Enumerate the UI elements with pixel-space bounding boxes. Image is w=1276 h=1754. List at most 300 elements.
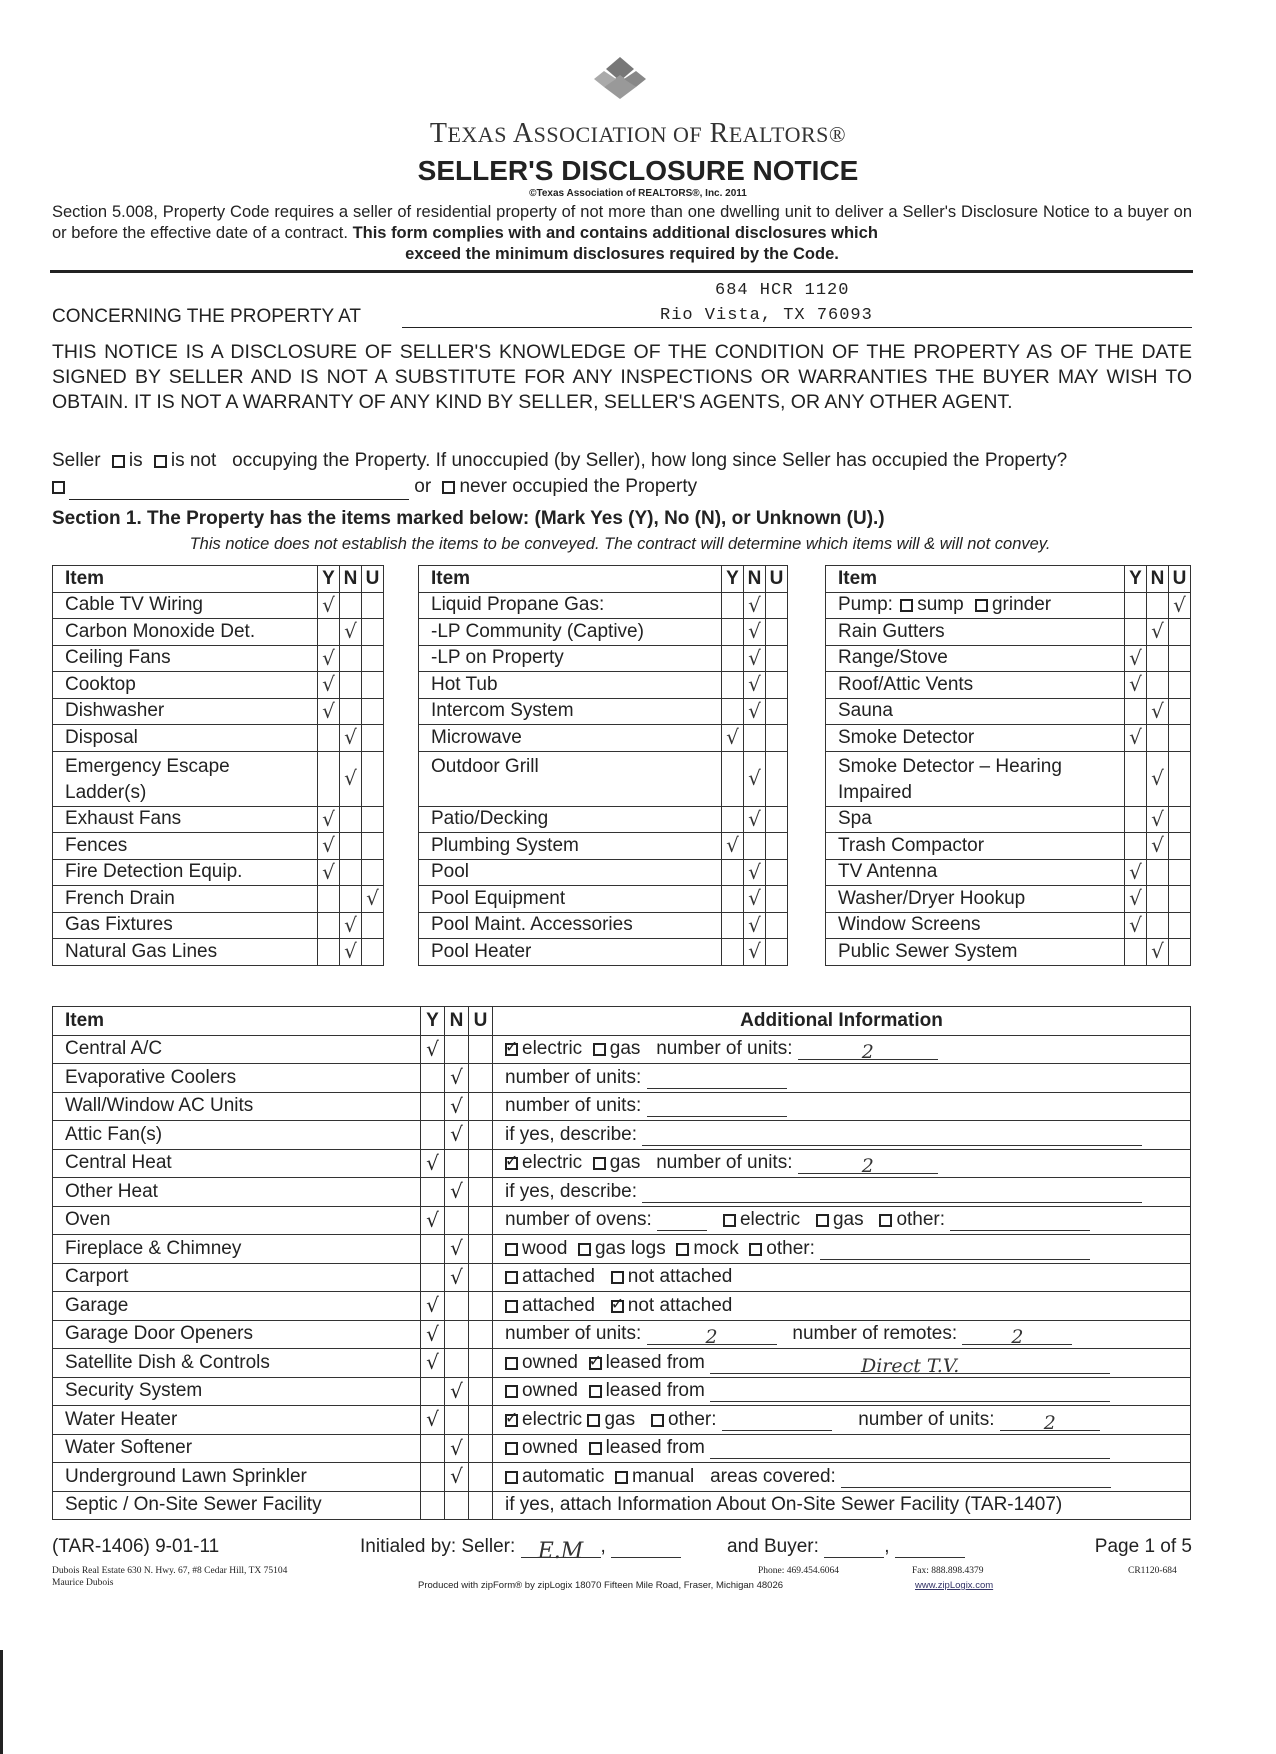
mark-y-cell[interactable]	[1125, 912, 1147, 939]
item-label: Evaporative Coolers	[53, 1064, 421, 1093]
gas-checkbox[interactable]	[816, 1214, 829, 1227]
areas-field[interactable]	[841, 1469, 1111, 1488]
mark-y-cell[interactable]	[421, 1235, 445, 1264]
mark-y-cell[interactable]	[421, 1377, 445, 1406]
units-field[interactable]: 2	[798, 1041, 938, 1060]
mark-n-cell[interactable]	[1147, 806, 1169, 833]
mark-u-cell[interactable]	[766, 806, 788, 833]
additional-info-cell: owned ✓ leased from Direct T.V.	[493, 1349, 1191, 1378]
mark-y-cell[interactable]	[1125, 645, 1147, 672]
mark-y-cell[interactable]	[318, 939, 340, 966]
mark-n-cell[interactable]	[445, 1235, 469, 1264]
section-1-heading: Section 1. The Property has the items marked below: (Mark Yes (Y), No (N), or Unknown (U).)	[52, 508, 885, 529]
additional-info-cell: wood gas logs mock other:	[493, 1235, 1191, 1264]
mark-y-cell[interactable]	[1125, 725, 1147, 752]
check-mark-icon: √	[450, 1122, 463, 1147]
mark-u-cell[interactable]	[469, 1178, 493, 1207]
table-row	[826, 672, 1191, 699]
mark-y-cell[interactable]	[421, 1434, 445, 1463]
mark-y-cell[interactable]	[421, 1149, 445, 1178]
mark-y-cell[interactable]	[722, 833, 744, 860]
units-field[interactable]: 2	[798, 1155, 938, 1174]
table-row	[53, 1349, 1191, 1378]
mark-y-cell[interactable]	[318, 645, 340, 672]
mark-y-cell[interactable]	[1125, 619, 1147, 646]
describe-field[interactable]	[642, 1127, 1142, 1146]
mark-n-cell[interactable]	[445, 1178, 469, 1207]
gas-checkbox[interactable]	[593, 1043, 606, 1056]
mark-n-cell[interactable]	[445, 1064, 469, 1093]
owned-checkbox[interactable]	[505, 1442, 518, 1455]
mark-u-cell[interactable]	[766, 939, 788, 966]
mark-n-cell[interactable]	[744, 645, 766, 672]
leased-checkbox[interactable]	[589, 1442, 602, 1455]
mark-u-cell[interactable]	[469, 1463, 493, 1492]
other-field[interactable]	[950, 1212, 1090, 1231]
additional-info-cell: number of units: 2 number of remotes: 2	[493, 1320, 1191, 1349]
mark-n-cell[interactable]	[1147, 592, 1169, 619]
mark-u-cell[interactable]	[766, 672, 788, 699]
table-row	[419, 912, 788, 939]
mark-u-cell[interactable]	[362, 619, 384, 646]
broker-line1: Dubois Real Estate 630 N. Hwy. 67, #8 Cedar Hill, TX 75104	[52, 1566, 288, 1576]
mark-y-cell[interactable]	[318, 886, 340, 913]
additional-info-cell: if yes, describe:	[493, 1178, 1191, 1207]
mark-y-cell[interactable]	[1125, 806, 1147, 833]
mark-y-cell[interactable]	[318, 751, 340, 806]
mark-y-cell[interactable]	[1125, 886, 1147, 913]
mark-n-cell[interactable]	[445, 1320, 469, 1349]
mark-u-cell[interactable]	[469, 1491, 493, 1520]
automatic-checkbox[interactable]	[505, 1471, 518, 1484]
mark-n-cell[interactable]	[1147, 939, 1169, 966]
mark-y-cell[interactable]	[318, 806, 340, 833]
mark-n-cell[interactable]	[445, 1349, 469, 1378]
table-row	[53, 1292, 1191, 1321]
scan-edge-mark	[0, 1650, 3, 1754]
mark-n-cell[interactable]	[445, 1206, 469, 1235]
mark-u-cell[interactable]	[1169, 859, 1191, 886]
mark-n-cell[interactable]	[744, 806, 766, 833]
mark-n-cell[interactable]	[445, 1377, 469, 1406]
mark-y-cell[interactable]	[722, 859, 744, 886]
mark-n-cell[interactable]	[1147, 619, 1169, 646]
seller-initials-field[interactable]: E.M	[521, 1539, 601, 1558]
mark-u-cell[interactable]	[362, 886, 384, 913]
check-mark-icon: √	[726, 725, 739, 750]
mark-n-cell[interactable]	[1147, 645, 1169, 672]
mark-u-cell[interactable]	[1169, 751, 1191, 806]
realtors-logo	[590, 55, 650, 103]
form-id: (TAR-1406) 9-01-11	[52, 1536, 220, 1557]
item-label: Smoke Detector	[826, 725, 1125, 752]
table-row	[826, 806, 1191, 833]
mark-y-cell[interactable]	[1125, 939, 1147, 966]
mark-n-cell[interactable]	[445, 1434, 469, 1463]
table-row	[53, 1235, 1191, 1264]
table-row	[53, 1092, 1191, 1121]
attached-checkbox[interactable]	[505, 1300, 518, 1313]
mark-y-cell[interactable]	[722, 592, 744, 619]
mark-n-cell[interactable]	[744, 751, 766, 806]
check-mark-icon: √	[322, 645, 335, 670]
mark-u-cell[interactable]	[469, 1434, 493, 1463]
ziplogix-link[interactable]: www.zipLogix.com	[915, 1580, 994, 1591]
additional-info-cell: ✓ electric gas number of units: 2	[493, 1149, 1191, 1178]
mark-y-cell[interactable]	[318, 672, 340, 699]
mark-y-cell[interactable]	[421, 1178, 445, 1207]
check-mark-icon: √	[1129, 672, 1142, 697]
mark-u-cell[interactable]	[766, 619, 788, 646]
item-label: Trash Compactor	[826, 833, 1125, 860]
mark-n-cell[interactable]	[744, 725, 766, 752]
property-line	[402, 327, 1192, 328]
leased-checkbox[interactable]	[589, 1357, 602, 1370]
table-row	[53, 1149, 1191, 1178]
mark-y-cell[interactable]	[421, 1491, 445, 1520]
initials-seller: Initialed by: Seller: E.M ,	[360, 1536, 681, 1558]
mark-u-cell[interactable]	[1169, 672, 1191, 699]
item-label: Pump: sump grinder	[826, 592, 1125, 619]
property-address-line1[interactable]: 684 HCR 1120	[715, 281, 850, 300]
other-checkbox[interactable]	[651, 1414, 664, 1427]
mark-u-cell[interactable]	[766, 698, 788, 725]
mark-n-cell[interactable]	[744, 886, 766, 913]
mark-y-cell[interactable]	[722, 672, 744, 699]
table-row	[53, 859, 384, 886]
mark-u-cell[interactable]	[1169, 592, 1191, 619]
items-table-1: Item Y N U Cable TV Wiring √ Carbon Monoxide Det. √ Ceiling Fans √ Cooktop √ Dishwasher √ Disposal √ Emergency Escape Ladder(s) √ Exhaust Fans √ Fences √ Fire Detection Equip. √ French Drain √ Gas Fixtures √ Natural Gas Lines √	[52, 565, 384, 966]
mark-n-cell[interactable]	[445, 1263, 469, 1292]
check-mark-icon: √	[1151, 806, 1164, 831]
check-mark-icon: √	[1129, 912, 1142, 937]
mark-y-cell[interactable]	[421, 1064, 445, 1093]
attached-checkbox[interactable]	[505, 1271, 518, 1284]
mark-y-cell[interactable]	[1125, 592, 1147, 619]
mark-u-cell[interactable]	[469, 1121, 493, 1150]
item-label: Water Heater	[53, 1406, 421, 1435]
check-mark-icon: √	[450, 1065, 463, 1090]
mark-u-cell[interactable]	[469, 1064, 493, 1093]
duration-field[interactable]	[69, 499, 409, 500]
units-field[interactable]: 2	[647, 1326, 777, 1345]
mark-n-cell[interactable]	[340, 592, 362, 619]
mark-n-cell[interactable]	[744, 592, 766, 619]
mark-u-cell[interactable]	[766, 833, 788, 860]
mark-u-cell[interactable]	[469, 1235, 493, 1264]
mark-u-cell[interactable]	[469, 1263, 493, 1292]
buyer-initials-field-2[interactable]	[895, 1539, 965, 1558]
mark-y-cell[interactable]	[421, 1206, 445, 1235]
item-label: Security System	[53, 1377, 421, 1406]
mark-u-cell[interactable]	[362, 912, 384, 939]
mark-n-cell[interactable]	[1147, 698, 1169, 725]
mark-y-cell[interactable]	[318, 725, 340, 752]
mark-n-cell[interactable]	[445, 1463, 469, 1492]
mark-n-cell[interactable]	[340, 619, 362, 646]
mark-y-cell[interactable]	[1125, 859, 1147, 886]
mock-checkbox[interactable]	[676, 1243, 689, 1256]
mark-u-cell[interactable]	[1169, 725, 1191, 752]
mark-n-cell[interactable]	[340, 939, 362, 966]
check-mark-icon: √	[450, 1264, 463, 1289]
mark-u-cell[interactable]	[362, 939, 384, 966]
mark-u-cell[interactable]	[1169, 912, 1191, 939]
item-label: Fire Detection Equip.	[53, 859, 318, 886]
item-label: Wall/Window AC Units	[53, 1092, 421, 1121]
other-field[interactable]	[722, 1412, 832, 1431]
mark-u-cell[interactable]	[469, 1292, 493, 1321]
gas-checkbox[interactable]	[587, 1414, 600, 1427]
other-checkbox[interactable]	[879, 1214, 892, 1227]
units-field[interactable]: 2	[1000, 1412, 1100, 1431]
other-checkbox[interactable]	[749, 1243, 762, 1256]
mark-y-cell[interactable]	[421, 1349, 445, 1378]
mark-n-cell[interactable]	[340, 886, 362, 913]
mark-u-cell[interactable]	[469, 1320, 493, 1349]
mark-u-cell[interactable]	[469, 1377, 493, 1406]
mark-u-cell[interactable]	[1169, 886, 1191, 913]
section-1-note: This notice does not establish the items to be conveyed. The contract will determine which items will & will not convey.	[189, 535, 1051, 553]
mark-n-cell[interactable]	[340, 698, 362, 725]
check-mark-icon: √	[366, 886, 379, 911]
mark-n-cell[interactable]	[744, 619, 766, 646]
electric-checkbox[interactable]	[723, 1214, 736, 1227]
item-label: Rain Gutters	[826, 619, 1125, 646]
mark-u-cell[interactable]	[362, 725, 384, 752]
other-field[interactable]	[820, 1241, 1090, 1260]
mark-y-cell[interactable]	[421, 1092, 445, 1121]
mark-u-cell[interactable]	[766, 645, 788, 672]
mark-u-cell[interactable]	[1169, 698, 1191, 725]
mark-y-cell[interactable]	[1125, 698, 1147, 725]
mark-n-cell[interactable]	[744, 912, 766, 939]
mark-n-cell[interactable]	[1147, 859, 1169, 886]
mark-n-cell[interactable]	[744, 833, 766, 860]
not-attached-checkbox[interactable]	[611, 1271, 624, 1284]
additional-items-table: Item Y N U Additional Information Central A/C √ ✓ electric gas number of units: 2 Evaporative Coolers √ number of units: Wall/Window AC Units √ number of units: Attic Fan(s) √ if yes, describe: Central Heat √ ✓ electric gas number of units: 2 Other Heat √ if yes, describe: Oven √ number of ovens: electric gas other: Fireplace & Chimney √ wood gas logs mock other: Carport √ attached not attached Garage √ attached ✓ not attached Garage Door Openers √ number of units: 2 number of remotes: 2 Satellite Dish & Controls √ owned ✓ leased from Direct T.V. Security System √ owned leased from Water Heater √ ✓ electric gas other: number of units: 2 Water Softener √ owned leased from Underground Lawn Sprinkler √ automatic manual areas covered: Septic / On-Site Sewer Facility if yes, attach Information About On-Site Sewer Facility (TAR-1407)	[52, 1006, 1191, 1520]
mark-y-cell[interactable]	[318, 833, 340, 860]
is-occupying-checkbox[interactable]	[112, 455, 125, 468]
gas-logs-checkbox[interactable]	[578, 1243, 591, 1256]
electric-checkbox[interactable]	[505, 1414, 518, 1427]
mark-n-cell[interactable]	[340, 833, 362, 860]
mark-u-cell[interactable]	[1169, 645, 1191, 672]
grinder-checkbox[interactable]	[975, 599, 988, 612]
mark-u-cell[interactable]	[469, 1349, 493, 1378]
not-attached-checkbox[interactable]	[611, 1300, 624, 1313]
item-label: Oven	[53, 1206, 421, 1235]
mark-n-cell[interactable]	[340, 725, 362, 752]
gas-checkbox[interactable]	[593, 1157, 606, 1170]
mark-y-cell[interactable]	[722, 939, 744, 966]
item-label: Water Softener	[53, 1434, 421, 1463]
mark-n-cell[interactable]	[1147, 725, 1169, 752]
mark-u-cell[interactable]	[362, 859, 384, 886]
leased-from-field[interactable]	[710, 1383, 1110, 1402]
mark-u-cell[interactable]	[766, 912, 788, 939]
owned-checkbox[interactable]	[505, 1385, 518, 1398]
item-label: Sauna	[826, 698, 1125, 725]
mark-y-cell[interactable]	[722, 806, 744, 833]
mark-u-cell[interactable]	[1169, 619, 1191, 646]
mark-n-cell[interactable]	[445, 1149, 469, 1178]
mark-y-cell[interactable]	[722, 619, 744, 646]
mark-y-cell[interactable]	[318, 859, 340, 886]
produced-by: Produced with zipForm® by zipLogix 18070 Fifteen Mile Road, Fraser, Michigan 48026	[418, 1580, 784, 1591]
mark-u-cell[interactable]	[362, 672, 384, 699]
mark-u-cell[interactable]	[1169, 939, 1191, 966]
is-not-occupying-checkbox[interactable]	[154, 455, 167, 468]
item-label: Outdoor Grill	[419, 751, 722, 806]
mark-n-cell[interactable]	[340, 751, 362, 806]
mark-u-cell[interactable]	[362, 645, 384, 672]
additional-info-cell: owned leased from	[493, 1434, 1191, 1463]
mark-n-cell[interactable]	[1147, 833, 1169, 860]
mark-u-cell[interactable]	[766, 886, 788, 913]
mark-y-cell[interactable]	[722, 645, 744, 672]
mark-y-cell[interactable]	[318, 592, 340, 619]
check-mark-icon: √	[450, 1179, 463, 1204]
check-mark-icon: √	[344, 766, 357, 790]
mark-u-cell[interactable]	[1169, 806, 1191, 833]
owned-checkbox[interactable]	[505, 1357, 518, 1370]
buyer-initials-field[interactable]	[824, 1539, 884, 1558]
additional-info-cell: ✓ electric gas other: number of units: 2	[493, 1406, 1191, 1435]
mark-y-cell[interactable]	[421, 1406, 445, 1435]
mark-u-cell[interactable]	[469, 1035, 493, 1064]
mark-y-cell[interactable]	[421, 1035, 445, 1064]
mark-n-cell[interactable]	[1147, 886, 1169, 913]
mark-y-cell[interactable]	[722, 886, 744, 913]
mark-n-cell[interactable]	[445, 1092, 469, 1121]
seller-initials-field-2[interactable]	[611, 1539, 681, 1558]
electric-checkbox[interactable]	[505, 1157, 518, 1170]
item-label: Pool Maint. Accessories	[419, 912, 722, 939]
mark-u-cell[interactable]	[1169, 833, 1191, 860]
mark-n-cell[interactable]	[744, 939, 766, 966]
table-row	[419, 725, 788, 752]
mark-n-cell[interactable]	[340, 645, 362, 672]
mark-n-cell[interactable]	[445, 1292, 469, 1321]
mark-u-cell[interactable]	[362, 751, 384, 806]
mark-n-cell[interactable]	[1147, 751, 1169, 806]
mark-y-cell[interactable]	[722, 912, 744, 939]
manual-checkbox[interactable]	[615, 1471, 628, 1484]
item-label: Exhaust Fans	[53, 806, 318, 833]
item-label: Spa	[826, 806, 1125, 833]
mark-y-cell[interactable]	[421, 1121, 445, 1150]
mark-u-cell[interactable]	[766, 592, 788, 619]
mark-u-cell[interactable]	[469, 1206, 493, 1235]
check-mark-icon: √	[322, 698, 335, 723]
mark-u-cell[interactable]	[362, 592, 384, 619]
intro-paragraph: Section 5.008, Property Code requires a seller of residential property of not more than one dwelling unit to deliver a Seller's Disclosure Notice to a buyer on or before the effective date of a contract. This form complies with and contains additional disclosures which exceed the minimum disclosures required by the Code.	[52, 203, 1192, 263]
mark-y-cell[interactable]	[318, 698, 340, 725]
table-row	[419, 833, 788, 860]
item-label: Public Sewer System	[826, 939, 1125, 966]
leased-from-field[interactable]: Direct T.V.	[710, 1355, 1110, 1374]
wood-checkbox[interactable]	[505, 1243, 518, 1256]
item-label: Window Screens	[826, 912, 1125, 939]
check-mark-icon: √	[1151, 619, 1164, 644]
describe-field[interactable]	[642, 1184, 1142, 1203]
mark-u-cell[interactable]	[469, 1092, 493, 1121]
additional-info-cell: number of units:	[493, 1092, 1191, 1121]
mark-y-cell[interactable]	[1125, 672, 1147, 699]
mark-y-cell[interactable]	[421, 1463, 445, 1492]
footer	[52, 1536, 1192, 1564]
item-label: Pool Equipment	[419, 886, 722, 913]
mark-u-cell[interactable]	[766, 725, 788, 752]
mark-y-cell[interactable]	[421, 1292, 445, 1321]
duration-checkbox[interactable]	[52, 481, 65, 494]
remotes-field[interactable]: 2	[962, 1326, 1072, 1345]
mark-n-cell[interactable]	[340, 806, 362, 833]
mark-y-cell[interactable]	[722, 751, 744, 806]
phone: Phone: 469.454.6064	[758, 1566, 840, 1576]
property-address-line2[interactable]: Rio Vista, TX 76093	[660, 306, 873, 325]
mark-n-cell[interactable]	[340, 912, 362, 939]
mark-n-cell[interactable]	[445, 1035, 469, 1064]
mark-y-cell[interactable]	[1125, 751, 1147, 806]
units-field[interactable]	[647, 1070, 787, 1089]
mark-n-cell[interactable]	[445, 1406, 469, 1435]
additional-info-cell: attached not attached	[493, 1263, 1191, 1292]
mark-n-cell[interactable]	[744, 859, 766, 886]
table-row	[53, 939, 384, 966]
mark-u-cell[interactable]	[362, 806, 384, 833]
mark-y-cell[interactable]	[421, 1320, 445, 1349]
never-occupied-checkbox[interactable]	[442, 481, 455, 494]
mark-u-cell[interactable]	[766, 859, 788, 886]
mark-u-cell[interactable]	[469, 1149, 493, 1178]
mark-n-cell[interactable]	[1147, 672, 1169, 699]
table-row	[419, 806, 788, 833]
mark-y-cell[interactable]	[318, 912, 340, 939]
mark-n-cell[interactable]	[1147, 912, 1169, 939]
mark-n-cell[interactable]	[445, 1121, 469, 1150]
mark-y-cell[interactable]	[722, 698, 744, 725]
table-row	[419, 886, 788, 913]
mark-y-cell[interactable]	[318, 619, 340, 646]
mark-n-cell[interactable]	[744, 672, 766, 699]
mark-u-cell[interactable]	[362, 833, 384, 860]
mark-y-cell[interactable]	[1125, 833, 1147, 860]
mark-n-cell[interactable]	[744, 698, 766, 725]
leased-checkbox[interactable]	[589, 1385, 602, 1398]
mark-y-cell[interactable]	[421, 1263, 445, 1292]
leased-from-field[interactable]	[710, 1440, 1110, 1459]
mark-u-cell[interactable]	[766, 751, 788, 806]
item-label: Satellite Dish & Controls	[53, 1349, 421, 1378]
sump-checkbox[interactable]	[900, 599, 913, 612]
item-label: Range/Stove	[826, 645, 1125, 672]
mark-n-cell[interactable]	[340, 859, 362, 886]
mark-n-cell[interactable]	[340, 672, 362, 699]
check-mark-icon: √	[748, 912, 761, 937]
table-row	[419, 672, 788, 699]
mark-u-cell[interactable]	[362, 698, 384, 725]
units-field[interactable]	[647, 1098, 787, 1117]
mark-u-cell[interactable]	[469, 1406, 493, 1435]
form-title: SELLER'S DISCLOSURE NOTICE	[417, 155, 859, 186]
check-mark-icon: √	[426, 1407, 439, 1432]
mark-y-cell[interactable]	[722, 725, 744, 752]
electric-checkbox[interactable]	[505, 1043, 518, 1056]
ovens-field[interactable]	[657, 1212, 707, 1231]
mark-n-cell[interactable]	[445, 1491, 469, 1520]
